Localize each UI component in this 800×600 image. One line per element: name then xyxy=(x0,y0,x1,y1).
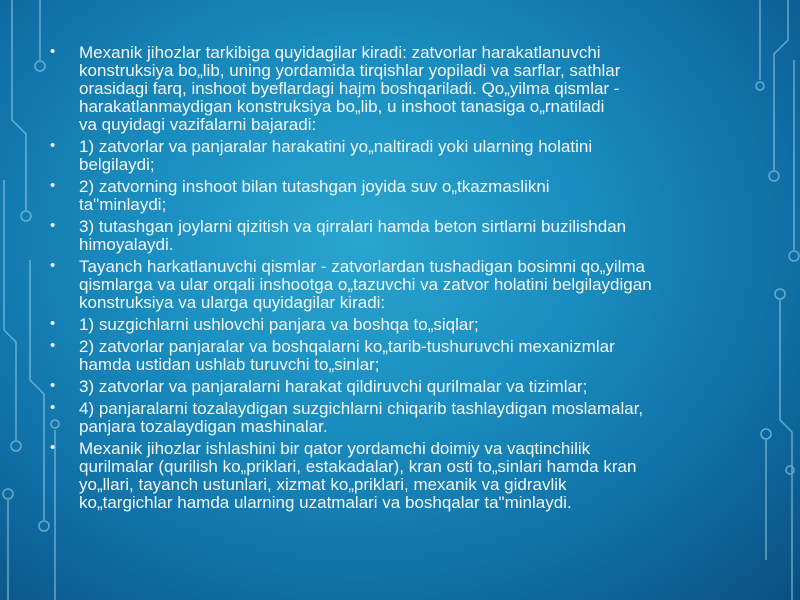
bullet-dot-icon: • xyxy=(50,439,56,456)
bullet-text: 2) zatvorlar panjaralar va boshqalarni ko„tarib-tushuruvchi mexanizmlar hamda ustidan ushlab turuvchi to„sinlar; xyxy=(79,337,615,374)
bullet-text: 2) zatvorning inshoot bilan tutashgan joyida suv o„tkazmaslikni ta"minlaydi; xyxy=(79,177,550,214)
bullet-text: Mexanik jihozlar ishlashini bir qator yordamchi doimiy va vaqtinchilik qurilmalar (qurilish ko„priklari, estakadalar), kran osti to„sinlari hamda kran yo„llari, tayanch ustunlari, xizmat ko„priklari, mexanik va gidravlik ko„targichlar hamda ularning uzatmalari va boshqalar ta"minlaydi. xyxy=(79,439,637,512)
bullet-item xyxy=(48,218,760,254)
bullet-text: Mexanik jihozlar tarkibiga quyidagilar kiradi: zatvorlar harakatlanuvchi konstruksiya bo„lib, uning yordamida tirqishlar yopiladi va sarflar, sathlar orasidagi farq, inshoot byeflardagi hajm boshqariladi. Qo„yilma qismlar - harakatlanmaydigan konstruksiya bo„lib, u inshoot tanasiga o„rnatiladi va quyidagi vazifalarni bajaradi: xyxy=(79,43,621,134)
bullet-text: 1) zatvorlar va panjaralar harakatini yo„naltiradi yoki ularning holatini belgilaydi; xyxy=(79,137,593,174)
bullet-item xyxy=(48,316,760,334)
bullet-dot-icon: • xyxy=(50,257,56,274)
slide-content xyxy=(48,44,760,512)
bullet-text: 3) zatvorlar va panjaralarni harakat qildiruvchi qurilmalar va tizimlar; xyxy=(79,377,588,396)
bullet-dot-icon: • xyxy=(50,177,56,194)
bullet-dot-icon: • xyxy=(50,399,56,416)
bullet-dot-icon: • xyxy=(50,217,56,234)
bullet-item xyxy=(48,138,760,174)
bullet-dot-icon: • xyxy=(50,137,56,154)
bullet-text: Tayanch harkatlanuvchi qismlar - zatvorlardan tushadigan bosimni qo„yilma qismlarga va ular orqali inshootga o„tazuvchi va zatvor holatini belgilaydigan konstruksiya va ularga quyidagilar kiradi: xyxy=(79,257,652,312)
bullet-text: 3) tutashgan joylarni qizitish va qirralari hamda beton sirtlarni buzilishdan himoyalaydi. xyxy=(79,217,627,254)
bullet-item xyxy=(48,338,760,374)
bullet-dot-icon: • xyxy=(50,43,56,60)
bullet-text: 1) suzgichlarni ushlovchi panjara va boshqa to„siqlar; xyxy=(79,315,479,334)
bullet-item xyxy=(48,44,760,134)
bullet-dot-icon: • xyxy=(50,377,56,394)
bullet-item xyxy=(48,378,760,396)
bullet-item xyxy=(48,440,760,512)
bullet-dot-icon: • xyxy=(50,315,56,332)
bullet-item xyxy=(48,258,760,312)
bullet-dot-icon: • xyxy=(50,337,56,354)
bullet-text: 4) panjaralarni tozalaydigan suzgichlarni chiqarib tashlaydigan moslamalar, panjara tozalaydigan mashinalar. xyxy=(79,399,644,436)
bullet-item xyxy=(48,178,760,214)
bullet-item xyxy=(48,400,760,436)
